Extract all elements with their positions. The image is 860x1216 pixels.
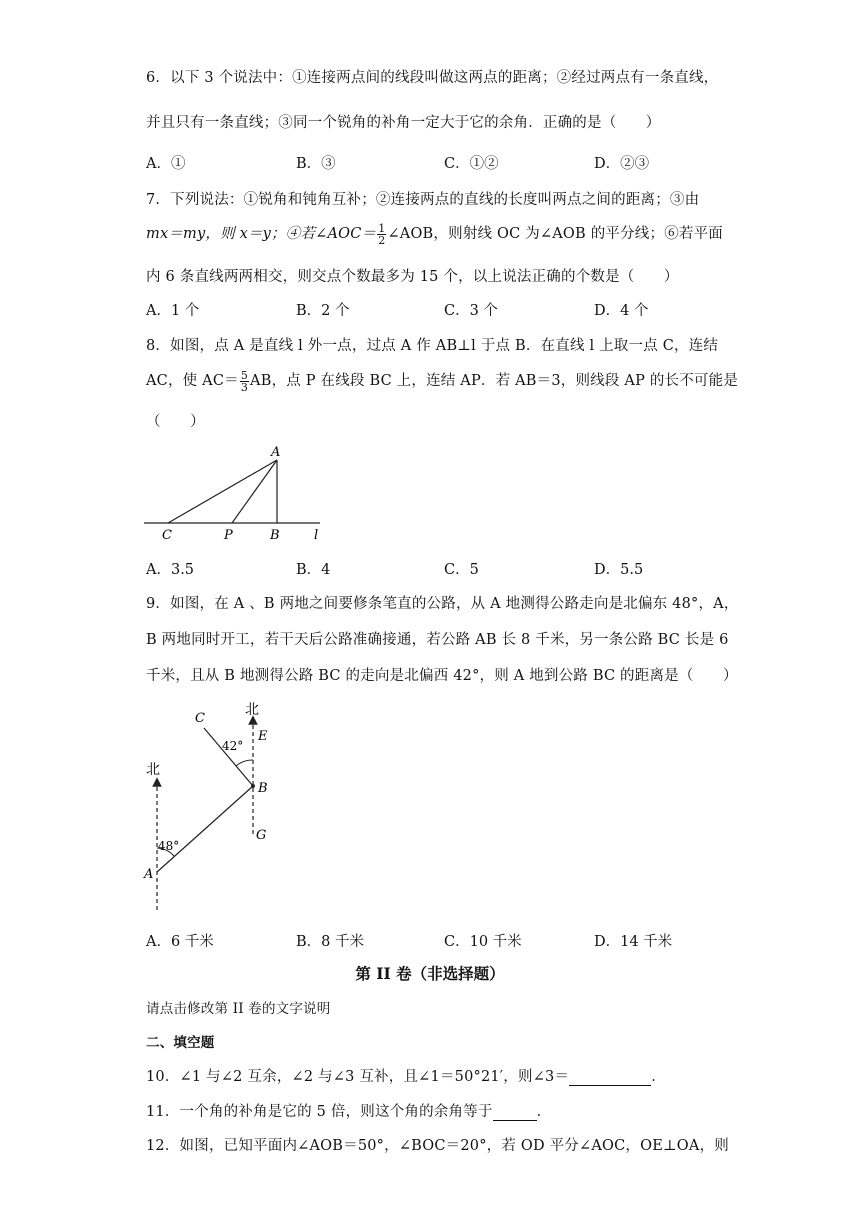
label-a: A <box>144 867 154 882</box>
q8-option-d: D．5.5 <box>594 562 644 578</box>
q8-line3: （ ） <box>146 414 205 430</box>
label-b: B <box>270 528 280 543</box>
part2-note[interactable]: 请点击修改第 II 卷的文字说明 <box>146 1001 331 1017</box>
q9-option-a: A．6 千米 <box>146 934 214 950</box>
label-e: E <box>258 729 268 744</box>
q7-fraction: $\frac{1}{2}$ <box>378 221 386 247</box>
q6-line1: 6．以下 3 个说法中：①连接两点间的线段叫做这两点的距离；②经过两点有一条直线， <box>146 70 719 86</box>
label-angle-42: 42° <box>222 739 244 753</box>
q8-option-b: B．4 <box>296 562 331 578</box>
q11 <box>146 1100 551 1121</box>
q8-figure <box>140 440 340 546</box>
q9-line3: 千米，且从 B 地测得公路 BC 的走向是北偏西 42°，则 A 地到公路 BC 的距离是（ ） <box>146 668 738 684</box>
q9-line1: 9．如图，在 A 、B 两地之间要修条笔直的公路，从 A 地测得公路走向是北偏东 48°，A， <box>146 596 739 612</box>
q8-line2-end: AB，点 P 在线段 BC 上，连结 AP．若 AB＝3，则线段 AP 的长不可能是 <box>250 373 739 389</box>
q8-line1: 8．如图，点 A 是直线 l 外一点，过点 A 作 AB⊥l 于点 B．在直线 l 上取一点 C，连结 <box>146 338 719 354</box>
q7-line1: 7．下列说法：①锐角和钝角互补；②连接两点的直线的长度叫两点之间的距离；③由 <box>146 192 700 208</box>
segment-ab <box>157 786 253 872</box>
q9-option-d: D．14 千米 <box>594 934 673 950</box>
q10-blank[interactable] <box>569 1069 651 1086</box>
segment-bc <box>204 728 253 786</box>
q7-option-d: D．4 个 <box>594 303 649 319</box>
q7-line2-end: ∠AOB，则射线 OC 为∠AOB 的平分线；⑥若平面 <box>387 226 723 242</box>
q11-text: 11．一个角的补角是它的 5 倍，则这个角的余角等于 <box>146 1104 493 1120</box>
q8-option-c: C．5 <box>444 562 479 578</box>
point-b <box>251 784 255 788</box>
label-c: C <box>195 711 205 726</box>
section-heading: 二、填空题 <box>146 1035 215 1051</box>
q9-option-b: B．8 千米 <box>296 934 364 950</box>
q10 <box>146 1065 666 1086</box>
segment-ac <box>168 460 277 523</box>
segment-ap <box>232 460 277 523</box>
q6-option-b: B．③ <box>296 156 336 172</box>
label-north-2: 北 <box>245 702 259 718</box>
label-angle-48: 48° <box>158 839 180 853</box>
q9-figure <box>140 698 290 913</box>
q7-line2-start: mx＝my，则 x＝y；④若∠AOC＝ <box>146 226 377 242</box>
label-c: C <box>162 528 172 543</box>
q7-line3: 内 6 条直线两两相交，则交点个数最多为 15 个，以上说法正确的个数是（ ） <box>146 269 679 285</box>
angle-arc-42 <box>236 760 253 766</box>
q9-line2: B 两地同时开工，若干天后公路准确接通，若公路 AB 长 8 千米，另一条公路 BC 长是 6 <box>146 632 729 648</box>
q6-option-d: D．②③ <box>594 156 650 172</box>
q10-end: ． <box>651 1069 666 1085</box>
q7-option-b: B．2 个 <box>296 303 350 319</box>
q7-option-c: C．3 个 <box>444 303 498 319</box>
q11-blank[interactable] <box>493 1104 537 1121</box>
q7-option-a: A．1 个 <box>146 303 200 319</box>
part2-title: 第 II 卷（非选择题） <box>355 964 505 983</box>
label-g: G <box>256 828 267 843</box>
label-b: B <box>258 781 268 796</box>
q8-option-a: A．3.5 <box>146 562 195 578</box>
q8-fraction: $\frac{5}{3}$ <box>240 368 249 394</box>
q8-line2-start: AC，使 AC＝ <box>146 373 239 389</box>
q7-line2 <box>146 222 723 246</box>
q6-option-c: C．①② <box>444 156 499 172</box>
q10-text: 10．∠1 与∠2 互余，∠2 与∠3 互补，且∠1＝50°21′，则∠3＝ <box>146 1069 570 1085</box>
label-north-1: 北 <box>146 762 160 778</box>
label-a: A <box>271 445 281 460</box>
q9-option-c: C．10 千米 <box>444 934 522 950</box>
q11-end: ． <box>536 1104 552 1120</box>
label-l: l <box>314 528 319 543</box>
q6-option-a: A．① <box>146 156 186 172</box>
q6-line2: 并且只有一条直线；③同一个锐角的补角一定大于它的余角．正确的是（ ） <box>146 115 661 131</box>
q12: 12．如图，已知平面内∠AOB＝50°，∠BOC＝20°，若 OD 平分∠AOC，OE⊥OA，则 <box>146 1138 729 1154</box>
q8-line2 <box>146 369 738 393</box>
label-p: P <box>224 528 233 543</box>
